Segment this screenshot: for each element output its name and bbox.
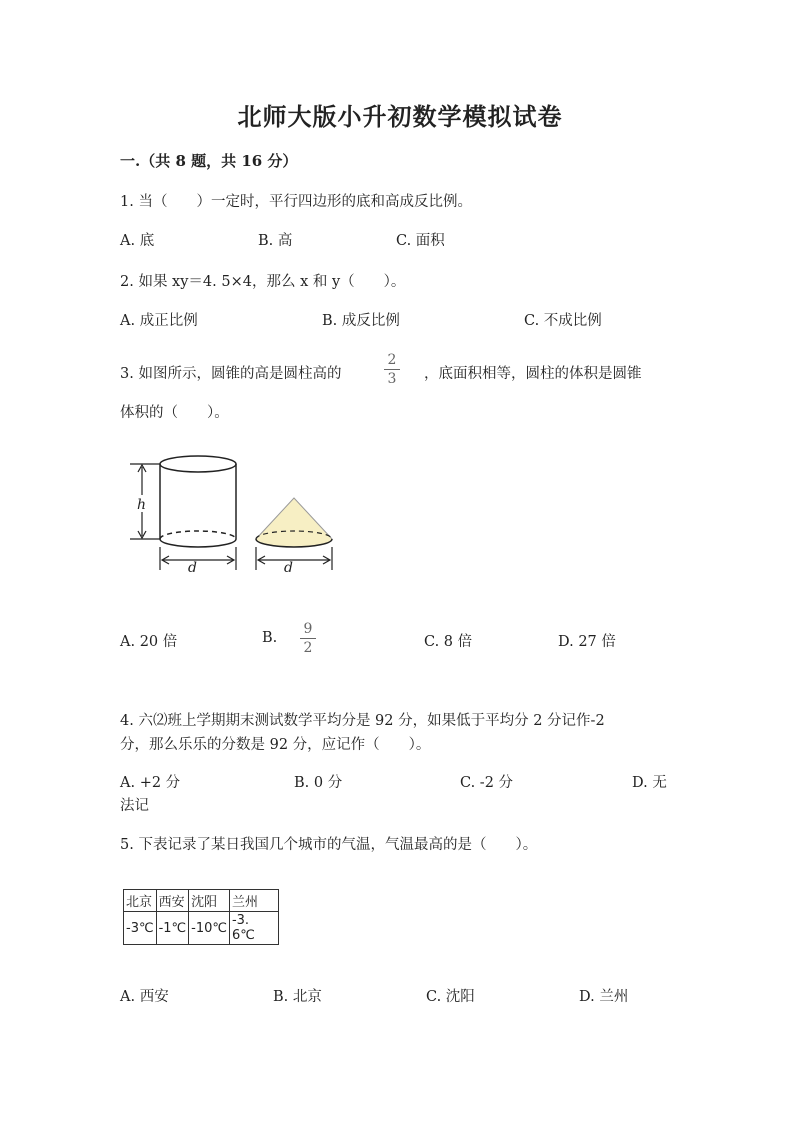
cylinder-diameter-label: d [188, 560, 197, 576]
temperature-table [123, 889, 279, 945]
q1-option-c: C. 面积 [396, 233, 445, 249]
q5-option-c: C. 沈阳 [426, 989, 475, 1005]
q4-option-d-wrap: 法记 [120, 798, 149, 814]
question-4-stem: 4. 六⑵班上学期期末测试数学平均分是 92 分，如果低于平均分 2 分记作-2 [120, 713, 605, 729]
q5-option-d: D. 兰州 [579, 989, 629, 1005]
question-2-stem: 2. 如果 xy＝4. 5×4，那么 x 和 y（ ）。 [120, 274, 406, 290]
table-cell: 沈阳 [189, 890, 230, 912]
q1-option-b: B. 高 [258, 233, 293, 249]
table-cell: 北京 [124, 890, 157, 912]
cylinder-diameter-dimension [160, 547, 236, 570]
q3-option-d: D. 27 倍 [558, 634, 616, 650]
table-cell: -3℃ [124, 912, 157, 945]
section-heading: 一.（共 8 题，共 16 分） [120, 152, 298, 170]
table-row-cities [124, 890, 279, 912]
table-cell: -1℃ [156, 912, 189, 945]
fraction-two-thirds [384, 352, 400, 387]
q4-option-d: D. 无 [632, 775, 667, 791]
question-4-stem-line2: 分，那么乐乐的分数是 92 分，应记作（ ）。 [120, 737, 431, 753]
cone-diameter-label: d [284, 560, 293, 576]
table-cell: 西安 [156, 890, 189, 912]
cone-shape [256, 498, 332, 547]
q3-option-c: C. 8 倍 [424, 634, 473, 650]
table-row-temps [124, 912, 279, 945]
q4-option-a: A. +2 分 [120, 775, 181, 791]
q2-option-b: B. 成反比例 [322, 313, 400, 329]
exam-title: 北师大版小升初数学模拟试卷 [237, 103, 563, 131]
question-1-stem: 1. 当（ ）一定时，平行四边形的底和高成反比例。 [120, 194, 472, 210]
q5-option-b: B. 北京 [273, 989, 322, 1005]
q2-option-a: A. 成正比例 [120, 313, 198, 329]
fraction-denominator: 3 [387, 371, 397, 387]
question-3-stem-cont: ，底面积相等，圆柱的体积是圆锥 [424, 366, 642, 382]
fraction-numerator: 2 [387, 352, 397, 368]
fraction-denominator: 2 [303, 640, 313, 656]
table-cell: -3. 6℃ [229, 912, 278, 945]
q1-option-a: A. 底 [120, 233, 155, 249]
q4-option-c: C. -2 分 [460, 775, 514, 791]
q5-option-a: A. 西安 [120, 989, 169, 1005]
question-5-stem: 5. 下表记录了某日我国几个城市的气温，气温最高的是（ ）。 [120, 837, 538, 853]
cylinder-cone-figure [120, 450, 350, 580]
fraction-nine-halves [300, 621, 316, 656]
question-3-stem: 3. 如图所示，圆锥的高是圆柱高的 [120, 366, 342, 382]
table-cell: -10℃ [189, 912, 230, 945]
table-cell: 兰州 [229, 890, 278, 912]
cylinder-shape [160, 456, 236, 547]
question-3-stem-line2: 体积的（ ）。 [120, 405, 229, 421]
height-label: h [137, 497, 147, 513]
q4-option-b: B. 0 分 [294, 775, 343, 791]
fraction-numerator: 9 [303, 621, 313, 637]
q3-option-b: B. [262, 630, 278, 646]
cone-diameter-dimension [256, 547, 332, 570]
q2-option-c: C. 不成比例 [524, 313, 602, 329]
q3-option-a: A. 20 倍 [120, 634, 178, 650]
